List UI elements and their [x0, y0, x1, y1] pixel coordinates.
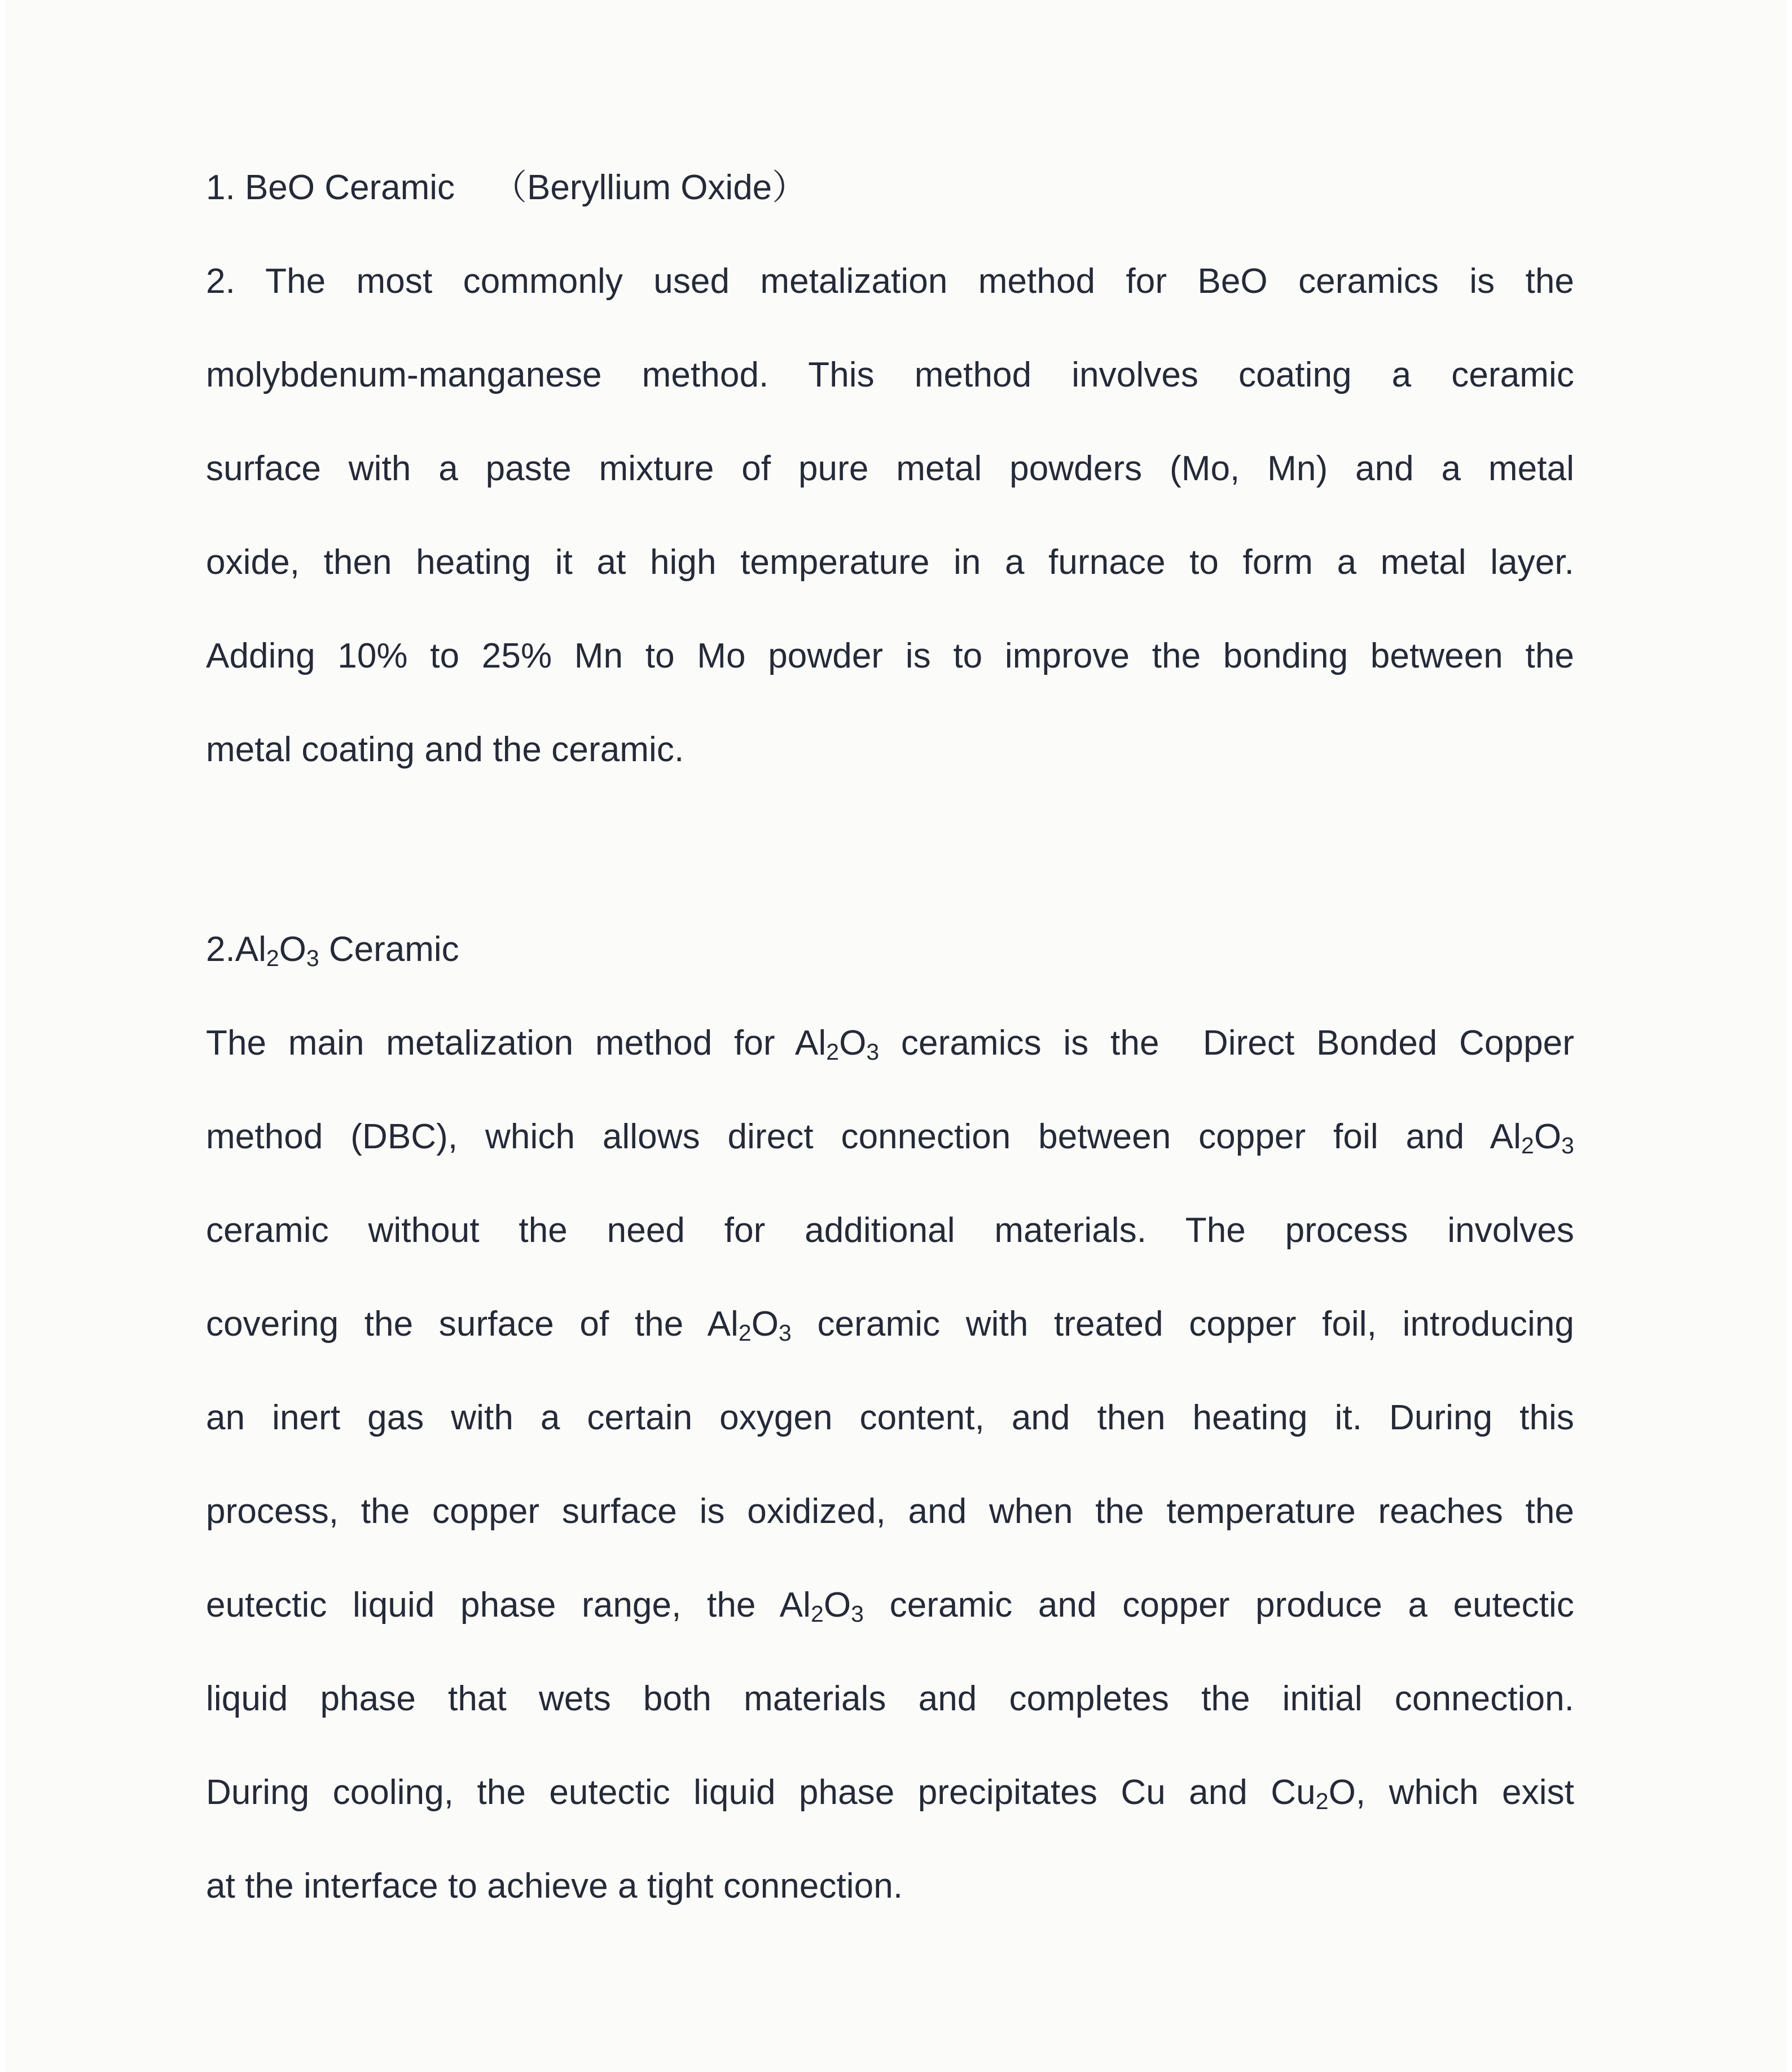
- paragraph-spacer: [206, 797, 1574, 890]
- text-run: an inert gas with a certain oxygen content, and then heating it. During this: [206, 1398, 1574, 1437]
- text-run: process, the copper surface is oxidized, and when the temperature reaches the: [206, 1492, 1574, 1531]
- paragraph-alumina-line-10: [206, 1840, 1574, 1933]
- paragraph-beo-line-2: molybdenum-manganese method. This method involves coating a ceramic: [206, 355, 1574, 394]
- text-run: eutectic liquid phase range, the Al: [206, 1586, 811, 1625]
- text-run: ceramic without the need for additional materials. The process involves: [206, 1211, 1574, 1250]
- heading-beo-ceramic: [206, 141, 1574, 235]
- heading-beo-number: 1.: [206, 168, 235, 207]
- text-run: O, which exist: [1328, 1773, 1574, 1812]
- heading-alumina-number: 2.: [206, 930, 235, 969]
- heading-alumina-title: Ceramic: [328, 930, 459, 969]
- paragraph-beo-line-4: oxide, then heating it at high temperature in a furnace to form a metal layer.: [206, 543, 1574, 582]
- heading-beo-title: BeO Ceramic: [244, 168, 455, 207]
- text-run: O: [1534, 1117, 1562, 1156]
- text-run: O: [751, 1305, 779, 1344]
- text-run: ceramic with treated copper foil, introducing: [791, 1305, 1574, 1344]
- chemical-subscript: 2: [810, 1601, 824, 1627]
- heading-alumina-ceramic: [206, 903, 1574, 997]
- paragraph-alumina-line-2: [206, 1090, 1574, 1184]
- text-run: at the interface to achieve a tight connection.: [206, 1867, 903, 1906]
- text-run: O: [839, 1024, 867, 1063]
- text-run: method (DBC), which allows direct connection between copper foil and Al: [206, 1117, 1521, 1156]
- heading-alumina-sub-2: 2: [266, 945, 279, 971]
- text-run: The main metalization method for Al: [206, 1024, 827, 1063]
- paragraph-beo-line-3: surface with a paste mixture of pure metal powders (Mo, Mn) and a metal: [206, 449, 1574, 488]
- paragraph-alumina-line-8: [206, 1652, 1574, 1746]
- chemical-subscript: 2: [1521, 1132, 1534, 1158]
- paragraph-beo-line-1: 2. The most commonly used metalization method for BeO ceramics is the: [206, 262, 1574, 301]
- document-body: [206, 141, 1574, 1933]
- page-left-edge: [0, 0, 5, 2072]
- chemical-subscript: 3: [779, 1320, 792, 1346]
- paragraph-alumina-line-7: [206, 1559, 1574, 1652]
- text-run: ceramics is the Direct Bonded Copper: [879, 1024, 1574, 1063]
- paragraph-alumina-line-6: [206, 1465, 1574, 1559]
- paragraph-beo-line-5: Adding 10% to 25% Mn to Mo powder is to improve the bonding between the: [206, 636, 1574, 675]
- paragraph-alumina-line-9: [206, 1746, 1574, 1840]
- chemical-subscript: 2: [738, 1320, 752, 1346]
- paragraph-alumina-line-1: [206, 997, 1574, 1090]
- paragraph-alumina-line-5: [206, 1371, 1574, 1465]
- text-run: covering the surface of the Al: [206, 1305, 739, 1344]
- heading-alumina-formula-al: Al: [235, 930, 266, 969]
- chemical-subscript: 2: [1315, 1788, 1329, 1814]
- chemical-subscript: 3: [1561, 1132, 1574, 1158]
- chemical-subscript: 2: [826, 1039, 840, 1065]
- heading-beo-parenthetical: （Beryllium Oxide）: [492, 168, 807, 207]
- heading-alumina-sub-3: 3: [306, 945, 319, 971]
- heading-alumina-formula-o: O: [279, 930, 306, 969]
- text-run: O: [823, 1586, 851, 1625]
- chemical-subscript: 3: [866, 1039, 880, 1065]
- text-run: During cooling, the eutectic liquid phase precipitates Cu and Cu: [206, 1773, 1316, 1812]
- text-run: liquid phase that wets both materials and completes the initial connection.: [206, 1679, 1574, 1718]
- page-right-edge: [1786, 0, 1792, 2072]
- paragraph-alumina-line-4: [206, 1278, 1574, 1371]
- paragraph-spacer-small: [206, 890, 1574, 903]
- paragraph-alumina-line-3: [206, 1184, 1574, 1278]
- paragraph-beo-line-6: metal coating and the ceramic.: [206, 730, 684, 769]
- chemical-subscript: 3: [851, 1601, 864, 1627]
- text-run: ceramic and copper produce a eutectic: [864, 1586, 1574, 1625]
